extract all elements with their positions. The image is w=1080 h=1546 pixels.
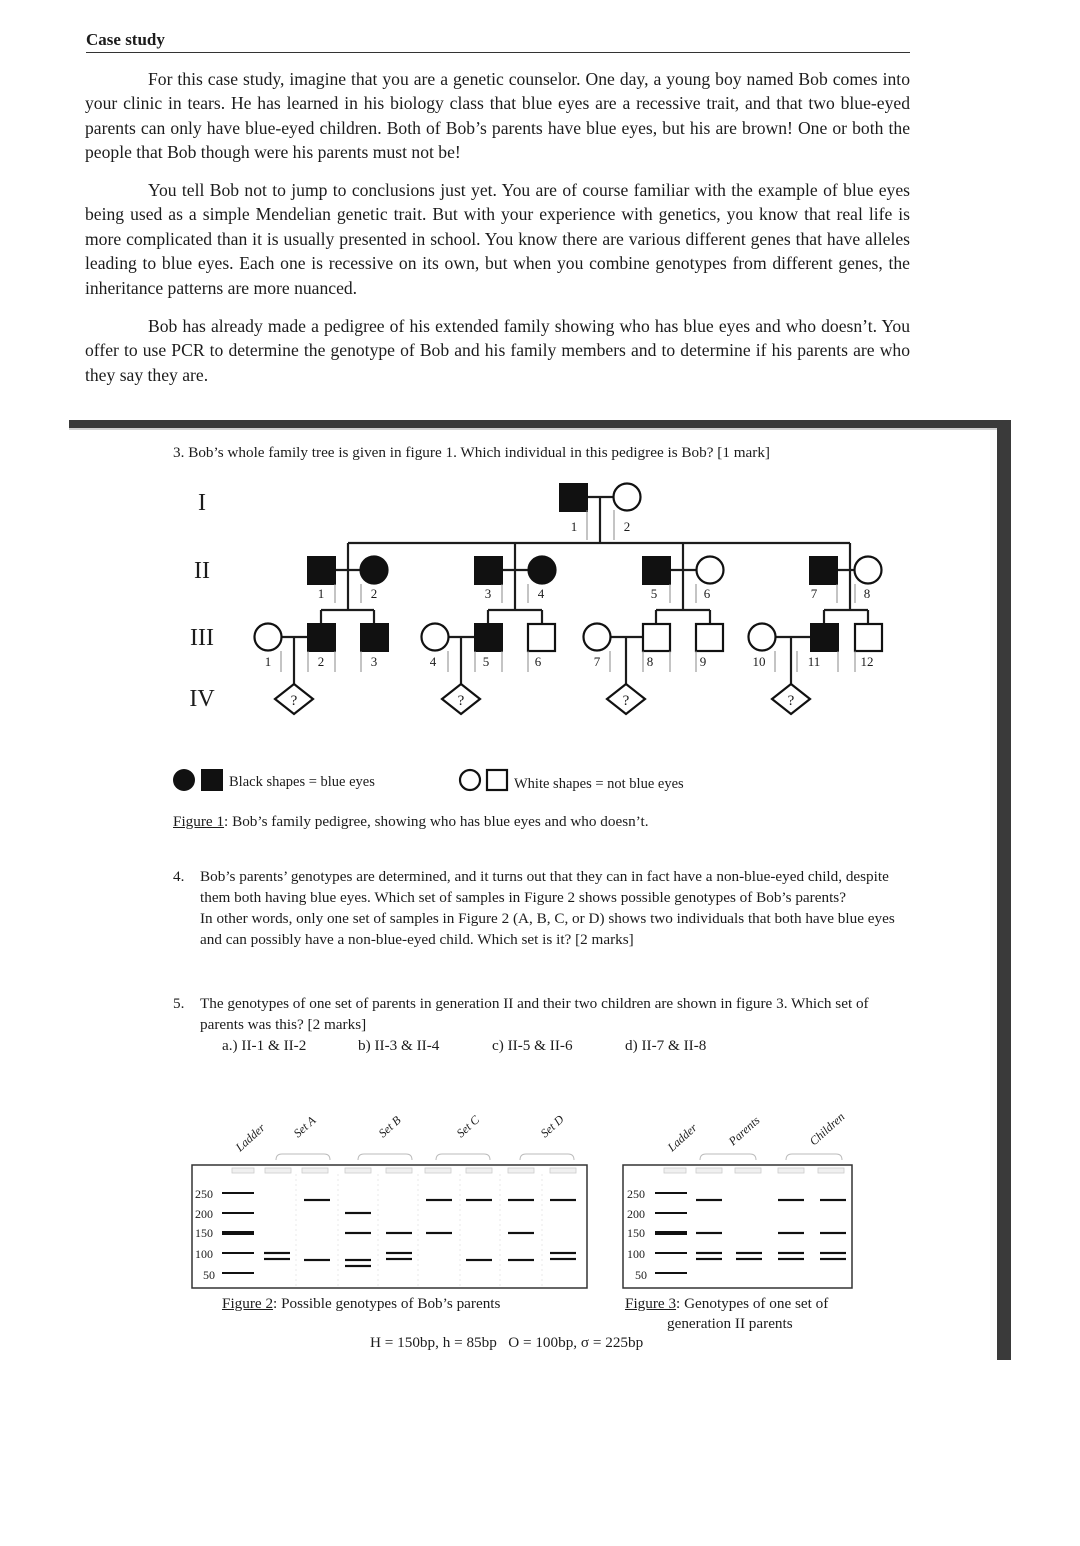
figure-3-caption [625, 1294, 885, 1334]
individual-III-10-female-not-blue [749, 624, 776, 651]
gel1-set-b-2-band-100b [386, 1258, 412, 1260]
gel1-size-150: 150 [195, 1226, 213, 1240]
individual-III-4-female-not-blue [422, 624, 449, 651]
individual-II-2-female-blue [361, 557, 388, 584]
figure-1-caption [173, 812, 649, 832]
individual-III-1-female-not-blue [255, 624, 282, 651]
gel1-set-b-1-band-85b [345, 1265, 371, 1267]
gel1-size-100: 100 [195, 1247, 213, 1261]
intro-paragraph-3-text: Bob has already made a pedigree of his extended family showing who has blue eyes and who doesn’t. You offer to use PCR to determine the genotype of Bob and his family members and to determine if his parents are who they say they are. [85, 316, 910, 385]
gel1-set-d-2-band-100b [550, 1258, 576, 1260]
gen2-num-3: 3 [484, 586, 492, 601]
gel2-child-1-band-100 [778, 1252, 804, 1254]
gen2-num-8: 8 [863, 586, 871, 601]
gel2-parent-2-band-100b [736, 1258, 762, 1260]
gen3-num-3: 3 [370, 654, 378, 669]
unknown-mark-2: ? [457, 693, 465, 709]
gel-2-frame [623, 1165, 852, 1288]
legend-black-text: Black shapes = blue eyes [229, 774, 375, 790]
gen3-num-6: 6 [534, 654, 542, 669]
gel2-size-250: 250 [627, 1187, 645, 1201]
gel2-child-1-band-100b [778, 1258, 804, 1260]
generation-label-II: II [194, 558, 210, 584]
generation-label-III: III [190, 625, 214, 651]
gen2-num-4: 4 [537, 586, 545, 601]
figure-2-caption [222, 1294, 500, 1314]
gel1-set-b-1-band-200 [345, 1212, 371, 1214]
gel1-set-c-1-band-225 [426, 1199, 452, 1201]
gel-figures [0, 1080, 1080, 1300]
generation-label-IV: IV [189, 686, 215, 712]
gen3-num-12: 12 [860, 654, 874, 669]
gen3-num-1: 1 [264, 654, 272, 669]
gen3-num-4: 4 [429, 654, 437, 669]
gel1-set-d-2-band-100 [550, 1252, 576, 1254]
gel2-size-200: 200 [627, 1207, 645, 1221]
gel1-size-50: 50 [203, 1268, 215, 1282]
gen3-num-8: 8 [646, 654, 654, 669]
gen2-num-5: 5 [650, 586, 658, 601]
gen2-num-6: 6 [703, 586, 711, 601]
gel1-ladder-band-100 [222, 1252, 254, 1254]
unknown-mark-3: ? [622, 693, 630, 709]
gel1-lane-label-ladder: Ladder [232, 1120, 268, 1155]
individual-I-2-female-not-blue [614, 484, 641, 511]
gel2-size-150: 150 [627, 1226, 645, 1240]
gel1-lane-label-set-c: Set C [453, 1112, 483, 1141]
gen1-num-2: 2 [623, 519, 631, 534]
gel1-set-a-2-band-225 [304, 1199, 330, 1201]
gel1-set-b-2-band-100 [386, 1252, 412, 1254]
gel1-size-250: 250 [195, 1187, 213, 1201]
gen3-num-5: 5 [482, 654, 490, 669]
gen2-num-7: 7 [810, 586, 818, 601]
gen3-num-10: 10 [752, 654, 766, 669]
individual-III-7-female-not-blue [584, 624, 611, 651]
legend-black-square [201, 769, 223, 791]
individual-II-3-male-blue [475, 557, 502, 584]
option-d: d) II-7 & II-8 [625, 1037, 707, 1054]
gel2-parent-1-band-100b [696, 1258, 722, 1260]
section-title: Case study [86, 30, 165, 49]
gel2-parent-1-band-100 [696, 1252, 722, 1254]
gel1-lane-label-set-a: Set A [290, 1113, 319, 1141]
gel2-child-2-band-150 [820, 1232, 846, 1234]
gel1-ladder-band-200 [222, 1212, 254, 1214]
legend-black-circle [173, 769, 195, 791]
legend-white-circle [460, 770, 480, 790]
gel1-lane-label-set-b: Set B [375, 1113, 404, 1141]
question-4-text-2: In other words, only one set of samples in Figure 2 (A, B, C, or D) shows two individuals that both have blue eyes and can possibly have a non-blue-eyed child. Which set is it? [2 marks] [200, 910, 895, 948]
gel2-lane-label-ladder: Ladder [664, 1120, 700, 1155]
individual-III-11-male-blue [811, 624, 838, 651]
option-c: c) II-5 & II-6 [492, 1037, 573, 1054]
individual-III-3-male-blue [361, 624, 388, 651]
individual-II-8-female-not-blue [855, 557, 882, 584]
legend-white-text: White shapes = not blue eyes [514, 776, 684, 792]
gel2-ladder-band-200 [655, 1212, 687, 1214]
figure-3-caption-text: : Genotypes of one set of [676, 1295, 829, 1312]
individual-II-4-female-blue [529, 557, 556, 584]
gel1-set-d-2-band-225 [550, 1199, 576, 1201]
individual-III-5-male-blue [475, 624, 502, 651]
gel1-set-a-1-band-100b [264, 1258, 290, 1260]
gel1-size-200: 200 [195, 1207, 213, 1221]
question-5-number: 5. [173, 995, 185, 1012]
individual-III-2-male-blue [308, 624, 335, 651]
question-4-number: 4. [173, 868, 185, 885]
question-5-text: The genotypes of one set of parents in generation II and their two children are shown in figure 3. Which set of parents was this? [2 marks] [200, 995, 869, 1033]
question-4-text-1: Bob’s parents’ genotypes are determined, and it turns out that they can in fact have a non-blue-eyed child, despite them both having blue eyes. Which set of samples in Figure 2 shows possible genotypes of Bob’s parents? [200, 868, 889, 906]
gel-1-frame [192, 1165, 587, 1288]
gel1-set-b-1-band-85 [345, 1259, 371, 1261]
question-3-text: 3. Bob’s whole family tree is given in figure 1. Which individual in this pedigree is Bob? [1 mark] [173, 444, 770, 461]
gel2-ladder-band-100 [655, 1252, 687, 1254]
individual-III-8-male-not-blue [643, 624, 670, 651]
gel1-ladder-band-50 [222, 1272, 254, 1274]
individual-II-5-male-blue [643, 557, 670, 584]
gen3-num-7: 7 [593, 654, 601, 669]
gel2-lane-label-parents: Parents [725, 1113, 763, 1149]
option-b: b) II-3 & II-4 [358, 1037, 440, 1054]
generation-label-I: I [198, 490, 206, 516]
gel1-set-a-1-band-100 [264, 1252, 290, 1254]
gen2-num-1: 1 [317, 586, 325, 601]
gel1-set-c-2-band-85 [466, 1259, 492, 1261]
gen1-num-1: 1 [570, 519, 578, 534]
gel2-parent-2-band-100 [736, 1252, 762, 1254]
gel2-parent-1-band-225 [696, 1199, 722, 1201]
individual-I-1-male-blue [560, 484, 587, 511]
gel1-set-d-1-band-225 [508, 1199, 534, 1201]
individual-III-6-male-not-blue [528, 624, 555, 651]
gen3-num-9: 9 [699, 654, 707, 669]
legend-white-square [487, 770, 507, 790]
gel1-ladder-band-150 [222, 1231, 254, 1235]
gel2-child-1-band-225 [778, 1199, 804, 1201]
gel1-lane-label-set-d: Set D [537, 1112, 567, 1141]
gel2-child-2-band-100b [820, 1258, 846, 1260]
gel2-child-1-band-150 [778, 1232, 804, 1234]
individual-III-9-male-not-blue [696, 624, 723, 651]
gel1-ladder-band-250 [222, 1192, 254, 1194]
figure-2-label: Figure 2 [222, 1295, 274, 1312]
allele-sizes: H = 150bp, h = 85bp O = 100bp, σ = 225bp [370, 1334, 644, 1351]
gen3-num-2: 2 [317, 654, 325, 669]
gel1-set-c-2-band-225 [466, 1199, 492, 1201]
gen3-num-11: 11 [807, 654, 821, 669]
gel2-ladder-band-250 [655, 1192, 687, 1194]
gel2-child-2-band-100 [820, 1252, 846, 1254]
figure-3-caption-text-2: generation II parents [667, 1315, 793, 1332]
gel2-parent-1-band-150 [696, 1232, 722, 1234]
gel2-size-100: 100 [627, 1247, 645, 1261]
gel2-lane-label-children: Children [806, 1109, 848, 1149]
gel1-set-d-1-band-150 [508, 1232, 534, 1234]
figure-2-caption-text: : Possible genotypes of Bob’s parents [273, 1295, 501, 1312]
gel1-set-b-2-band-150 [386, 1232, 412, 1234]
gel2-child-2-band-225 [820, 1199, 846, 1201]
individual-II-6-female-not-blue [697, 557, 724, 584]
gel2-ladder-band-50 [655, 1272, 687, 1274]
gel1-set-d-1-band-85 [508, 1259, 534, 1261]
intro-paragraph-2-text: You tell Bob not to jump to conclusions just yet. You are of course familiar with the example of blue eyes being used as a simple Mendelian genetic trait. But with your experience with genetics, you know that real life is more complicated than it is usually presented in school. You know there are various different genes that have alleles leading to blue eyes. Each one is recessive on its own, but when you combine genotypes from different genes, the inheritance patterns are more nuanced. [85, 180, 910, 298]
option-a: a.) II-1 & II-2 [222, 1037, 307, 1054]
gel2-size-50: 50 [635, 1268, 647, 1282]
gel1-set-a-2-band-85 [304, 1259, 330, 1261]
intro-paragraph-1-text: For this case study, imagine that you are a genetic counselor. One day, a young boy named Bob comes into your clinic in tears. He has learned in his biology class that blue eyes are a recessive trait, and that two blue-eyed parents can only have blue-eyed children. Both of Bob’s parents have blue eyes, but his are brown! One or both the people that Bob though were his parents must not be! [85, 69, 910, 163]
gen2-num-2: 2 [370, 586, 378, 601]
figure-1-caption-text: : Bob’s family pedigree, showing who has blue eyes and who doesn’t. [224, 813, 649, 830]
individual-II-1-male-blue [308, 557, 335, 584]
individual-III-12-male-not-blue [855, 624, 882, 651]
gel1-set-b-1-band-150 [345, 1232, 371, 1234]
figure-1-label: Figure 1 [173, 813, 225, 830]
gel2-ladder-band-150 [655, 1231, 687, 1235]
gel1-set-c-1-band-150 [426, 1232, 452, 1234]
unknown-mark-1: ? [290, 693, 298, 709]
figure-3-label: Figure 3 [625, 1295, 677, 1312]
individual-II-7-male-blue [810, 557, 837, 584]
unknown-mark-4: ? [787, 693, 795, 709]
